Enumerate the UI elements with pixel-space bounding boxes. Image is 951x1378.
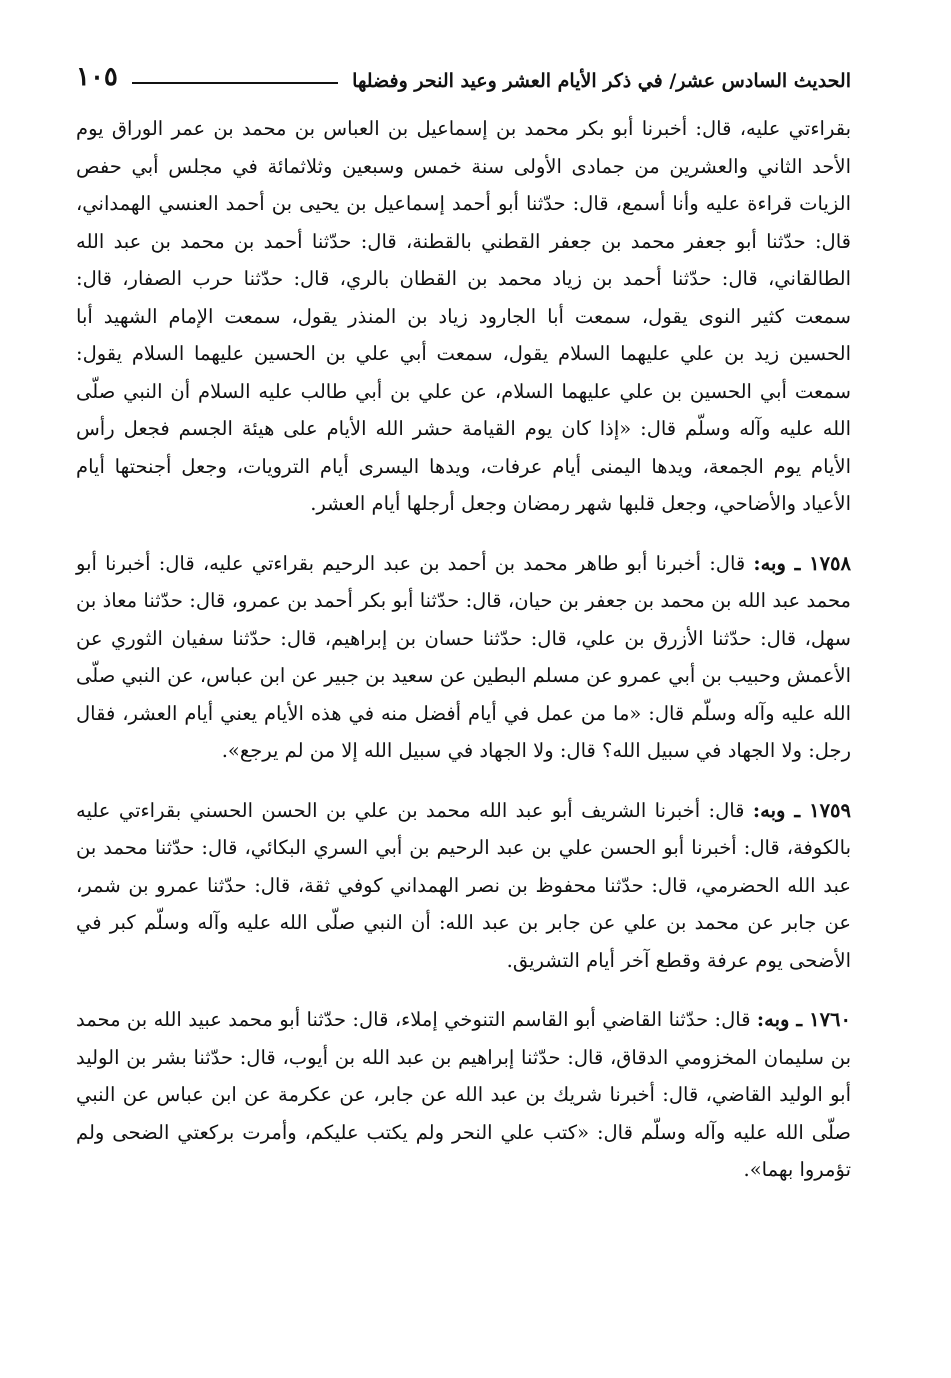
hadith-number: ١٧٦٠ ـ وبه:	[756, 1008, 851, 1031]
running-header	[76, 52, 851, 92]
page-number: ١٠٥	[76, 62, 118, 92]
hadith-number: ١٧٥٩ ـ وبه:	[752, 798, 852, 822]
hadith-1758	[76, 545, 851, 770]
paragraph-text: قال: أخبرنا الشريف أبو عبد الله محمد بن علي بن الحسن الحسني بقراءتي عليه بالكوفة، قال: أخبرنا أبو الحسن علي بن عبد الرحيم بن أبي السري البكائي، قال: حدّثنا محمد بن عبد الله الحضرمي، قال: حدّثنا محفوظ بن نصر الهمداني كوفي ثقة، قال: حدّثنا عمرو بن شمر، عن جابر عن محمد بن علي عن جابر بن عبد الله: أن النبي صلّى الله عليه وآله وسلّم كبر في الأضحى يوم عرفة وقطع آخر أيام التشريق.	[76, 798, 851, 972]
paragraph-continuation	[76, 110, 851, 523]
paragraph-text: قال: حدّثنا القاضي أبو القاسم التنوخي إملاء، قال: حدّثنا أبو محمد عبيد الله بن محمد بن سليمان المخزومي الدقاق، قال: حدّثنا إبراهيم بن عبد الله بن أيوب، قال: حدّثنا بشر بن الوليد أبو الوليد القاضي، قال: أخبرنا شريك بن عبد الله عن جابر، عن عكرمة عن ابن عباس عن النبي صلّى الله عليه وآله وسلّم قال: «كتب علي النحر ولم يكتب عليكم، وأمرت بركعتي الضحى ولم تؤمروا بهما».	[76, 1008, 851, 1181]
body-text	[76, 110, 851, 1189]
chapter-title: الحديث السادس عشر/ في ذكر الأيام العشر وعيد النحر وفضلها	[352, 70, 851, 92]
hadith-1760	[76, 1001, 851, 1189]
paragraph-text: قال: أخبرنا أبو طاهر محمد بن أحمد بن عبد الرحيم بقراءتي عليه، قال: أخبرنا أبو محمد عبد الله بن محمد بن جعفر بن حيان، قال: حدّثنا أبو بكر أحمد بن عمرو، قال: حدّثنا معاذ بن سهل، قال: حدّثنا الأزرق بن علي، قال: حدّثنا حسان بن إبراهيم، قال: حدّثنا سفيان الثوري عن الأعمش وحبيب بن أبي عمرو عن مسلم البطين عن سعيد بن جبير عن ابن عباس، عن النبي صلّى الله عليه وآله وسلّم قال: «ما من عمل في أيام أفضل منه في هذه الأيام يعني أيام العشر، فقال رجل: ولا الجهاد في سبيل الله؟ قال: ولا الجهاد في سبيل الله إلا من لم يرجع».	[76, 551, 851, 762]
paragraph-text: بقراءتي عليه، قال: أخبرنا أبو بكر محمد بن إسماعيل بن العباس بن محمد بن عمر الوراق يوم الأحد الثاني والعشرين من جمادى الأولى سنة خمس وسبعين وثلاثمائة في مجلس أبي حفص الزيات قراءة عليه وأنا أسمع، قال: حدّثنا أبو أحمد إسماعيل بن يحيى بن أحمد العنسي الهمداني، قال: حدّثنا أبو جعفر محمد بن جعفر القطني بالقطنة، قال: حدّثنا أحمد بن محمد بن عبد الله الطالقاني، قال: حدّثنا أحمد بن زياد محمد بن القطان بالري، قال: حدّثنا حرب الصفار، قال: سمعت كثير النوى يقول، سمعت أبا الجارود زياد بن المنذر يقول، سمعت الإمام الشهيد أبا الحسين زيد بن علي عليهما السلام يقول، سمعت أبي علي بن الحسين عليهما السلام يقول: سمعت أبي الحسين بن علي عليهما السلام، عن علي بن أبي طالب عليه السلام أن النبي صلّى الله عليه وآله وسلّم قال: «إذا كان يوم القيامة حشر الله الأيام على هيئة الجسم فجعل رأس الأيام يوم الجمعة، ويدها اليمنى أيام عرفات، ويدها اليسرى أيام الترويات، وجعل أجنحتها أيام الأعياد والأضاحي، وجعل قلبها شهر رمضان وجعل أرجلها أيام العشر.	[76, 117, 851, 515]
hadith-number: ١٧٥٨ ـ وبه:	[753, 551, 851, 575]
header-rule	[132, 82, 338, 84]
hadith-1759	[76, 792, 851, 980]
